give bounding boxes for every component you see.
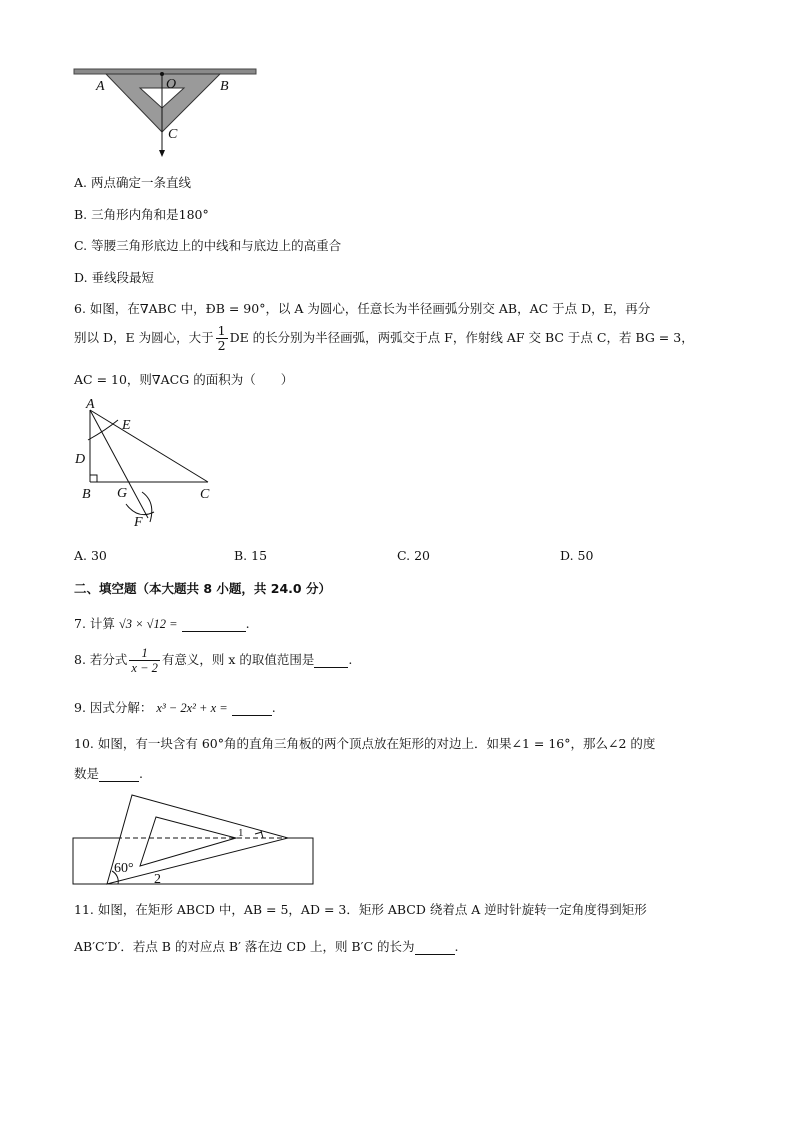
q11-end: . bbox=[454, 939, 459, 954]
q8-fraction bbox=[129, 646, 159, 675]
right-angle-mark bbox=[90, 475, 97, 482]
q10-answer-blank[interactable] bbox=[99, 766, 139, 782]
q7-end: . bbox=[245, 616, 250, 631]
q7-expr: √3 × √12 = bbox=[118, 617, 178, 631]
q6-frac-num: 1 bbox=[217, 323, 226, 338]
arc-f1 bbox=[126, 504, 154, 515]
label-b: B bbox=[82, 487, 91, 502]
q9-answer-blank[interactable] bbox=[232, 700, 272, 716]
q9-expr: x³ − 2x² + x = bbox=[156, 701, 228, 715]
q6-option-d: D. 50 bbox=[560, 548, 594, 563]
q11-answer-blank[interactable] bbox=[415, 939, 455, 955]
q7-answer-blank[interactable] bbox=[182, 616, 246, 632]
q5-option-c: C. 等腰三角形底边上的中线和与底边上的高重合 bbox=[74, 238, 342, 253]
point-o bbox=[160, 72, 164, 76]
section2-heading: 二、填空题（本大题共 8 小题，共 24.0 分） bbox=[74, 581, 331, 596]
label-a: A bbox=[96, 79, 105, 94]
q8 bbox=[74, 646, 352, 675]
q6-option-c: C. 20 bbox=[397, 548, 430, 563]
plumb-arrow bbox=[159, 150, 165, 157]
q8-frac-num: 1 bbox=[129, 646, 159, 661]
q6-line2 bbox=[74, 324, 694, 353]
q6-option-b: B. 15 bbox=[234, 548, 268, 563]
q10-line2 bbox=[74, 764, 143, 782]
q9-end: . bbox=[271, 700, 276, 715]
label-angle-1: 1 bbox=[238, 827, 244, 839]
q6-frac-den: 2 bbox=[217, 338, 226, 353]
label-o: O bbox=[166, 77, 177, 92]
q6-option-a: A. 30 bbox=[74, 548, 107, 563]
q9-pre: 9. 因式分解： bbox=[74, 700, 153, 715]
label-f: F bbox=[134, 515, 143, 530]
q8-answer-blank[interactable] bbox=[314, 653, 348, 668]
q10-line2-text: 数是 bbox=[74, 766, 100, 781]
q8-frac-den: x − 2 bbox=[131, 661, 158, 675]
q11-line2-text: AB′C′D′．若点 B 的对应点 B′ 落在边 CD 上，则 B′C 的长为 bbox=[74, 939, 415, 954]
label-c: C bbox=[200, 487, 210, 502]
figure-q6 bbox=[72, 396, 222, 531]
q11-line2 bbox=[74, 937, 458, 955]
q10-line1: 10. 如图，有一块含有 60°角的直角三角板的两个顶点放在矩形的对边上．如果∠1 = 16°，那么∠2 的度 bbox=[74, 736, 656, 751]
q6-line1: 6. 如图，在∇ABC 中，ÐB = 90°，以 A 为圆心，任意长为半径画弧分别交 AB，AC 于点 D，E，再分 bbox=[74, 301, 651, 316]
q11-line1: 11. 如图，在矩形 ABCD 中，AB = 5，AD = 3．矩形 ABCD 绕着点 A 逆时针旋转一定角度得到矩形 bbox=[74, 902, 647, 917]
q7-pre: 7. 计算 bbox=[74, 616, 115, 631]
q10-end: . bbox=[139, 766, 143, 781]
q6-line3: AC = 10，则∇ACG 的面积为（ ） bbox=[74, 372, 294, 387]
q5-option-b: B. 三角形内角和是180° bbox=[74, 207, 209, 222]
label-c: C bbox=[168, 127, 178, 142]
arc-f2 bbox=[142, 492, 152, 522]
label-b: B bbox=[220, 79, 229, 94]
q9 bbox=[74, 698, 276, 716]
q8-end: . bbox=[348, 652, 353, 667]
q5-option-d: D. 垂线段最短 bbox=[74, 270, 155, 285]
label-a: A bbox=[86, 397, 95, 412]
label-e: E bbox=[122, 418, 131, 433]
q6-fraction bbox=[216, 324, 228, 353]
q6-line2-post: DE 的长分别为半径画弧，两弧交于点 F，作射线 AF 交 BC 于点 C，若 BG = 3， bbox=[229, 330, 694, 345]
q5-option-a: A. 两点确定一条直线 bbox=[74, 175, 191, 190]
figure-q5 bbox=[70, 64, 270, 160]
q8-pre: 8. 若分式 bbox=[74, 652, 128, 667]
segment-ac bbox=[90, 410, 208, 482]
figure-q10 bbox=[70, 790, 320, 890]
ray-af bbox=[90, 410, 148, 518]
q6-line2-pre: 别以 D，E 为圆心，大于 bbox=[74, 330, 214, 345]
label-angle-60: 60° bbox=[114, 861, 134, 876]
label-g: G bbox=[117, 486, 128, 501]
ruler-bar bbox=[74, 69, 256, 74]
arc-de bbox=[88, 420, 118, 440]
label-angle-2: 2 bbox=[154, 872, 161, 887]
q7 bbox=[74, 614, 250, 632]
label-d: D bbox=[75, 452, 86, 467]
q8-post: 有意义，则 x 的取值范围是 bbox=[161, 652, 315, 667]
